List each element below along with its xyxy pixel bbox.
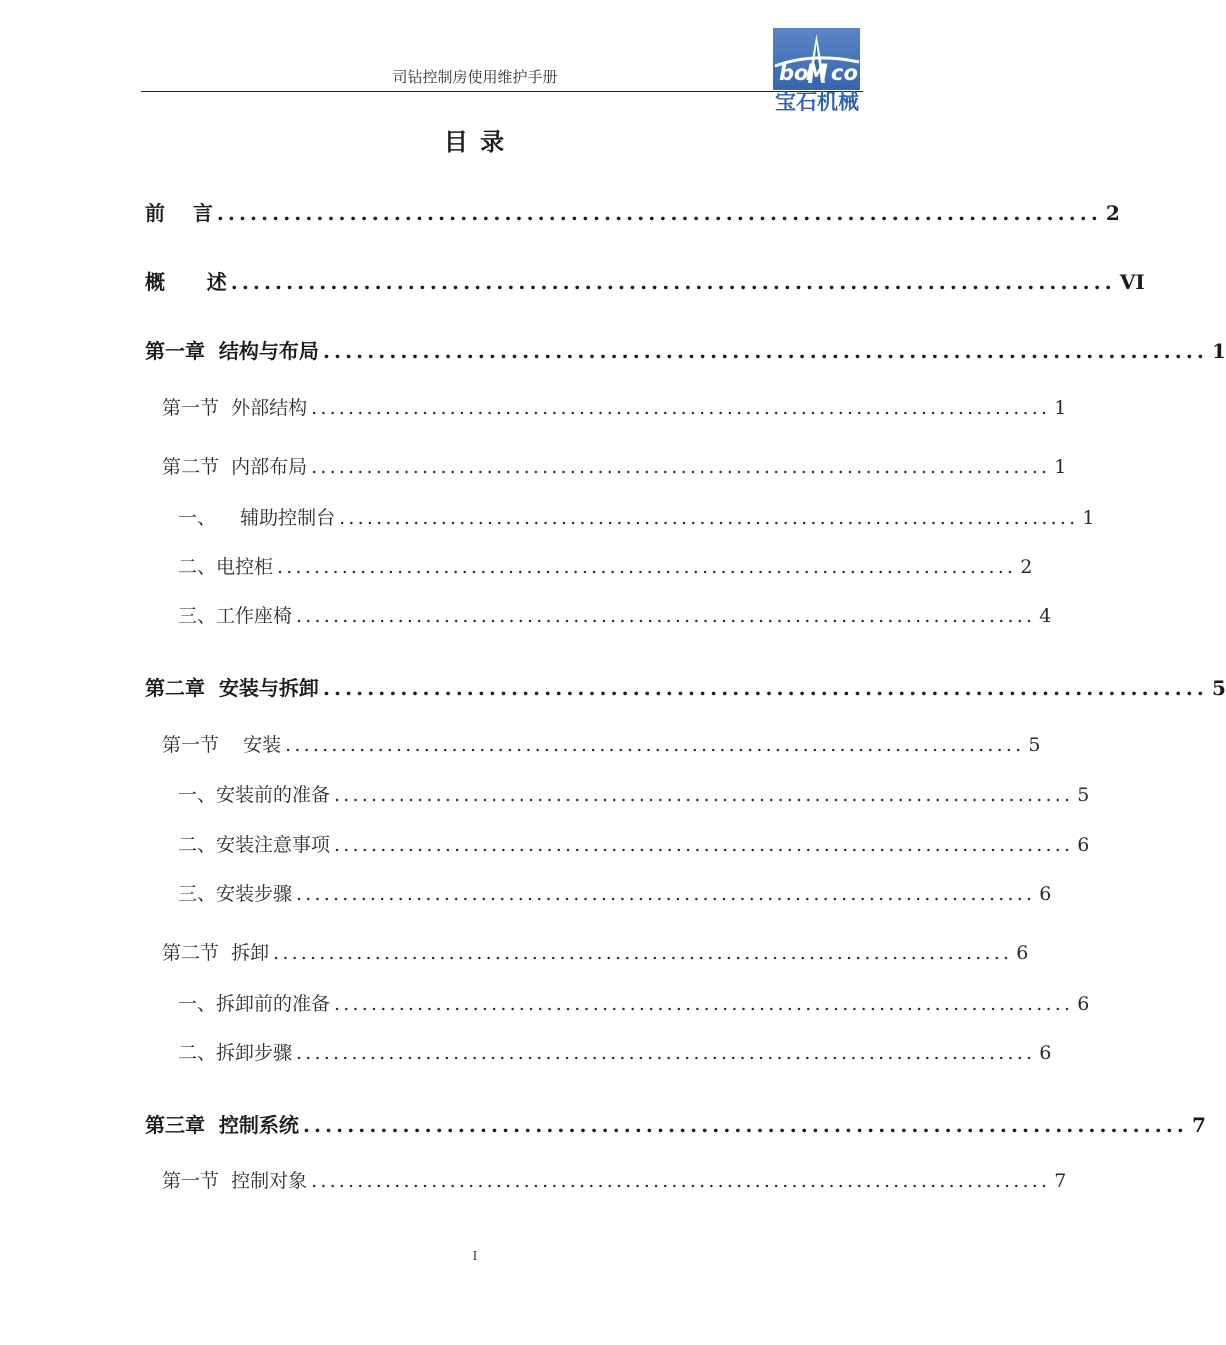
dot-leader: ................................................................................ xyxy=(296,1042,1036,1064)
toc-entry-label: 第三章 控制系统 xyxy=(145,1113,299,1137)
dot-leader: ................................................................................ xyxy=(277,556,1017,578)
dot-leader: ................................................................................ xyxy=(296,605,1036,627)
toc-entry-page: 6 xyxy=(1039,883,1052,905)
toc-entry-label: 二、拆卸步骤 xyxy=(178,1042,293,1064)
logo-emblem xyxy=(773,28,860,90)
toc-entry[interactable] xyxy=(178,879,1052,906)
company-logo xyxy=(770,27,862,117)
toc-entry[interactable] xyxy=(145,335,1226,364)
toc-entry-label: 第一节 外部结构 xyxy=(162,397,308,419)
toc-entry-page: 2 xyxy=(1020,556,1033,578)
toc-entry-page: 1 xyxy=(1211,339,1226,363)
toc-entry-page: 6 xyxy=(1016,942,1029,964)
dot-leader: ................................................................................ xyxy=(334,834,1074,856)
dot-leader: ................................................................................ xyxy=(311,456,1051,478)
toc-entry-label: 第二章 安装与拆卸 xyxy=(145,676,319,700)
toc-entry[interactable] xyxy=(178,989,1090,1016)
toc-entry[interactable] xyxy=(178,1038,1052,1065)
toc-entry-label: 第二节 拆卸 xyxy=(162,942,270,964)
toc-entry-page: 5 xyxy=(1077,784,1090,806)
toc-entry[interactable] xyxy=(178,552,1033,579)
toc-entry[interactable] xyxy=(145,1109,1206,1138)
toc-entry-label: 一、拆卸前的准备 xyxy=(178,993,331,1015)
toc-entry-page: 7 xyxy=(1191,1113,1206,1137)
dot-leader: ................................................................................ xyxy=(296,883,1036,905)
toc-entry-label: 三、安装步骤 xyxy=(178,883,293,905)
toc-entry[interactable] xyxy=(145,672,1226,701)
toc-entry[interactable] xyxy=(162,452,1067,479)
toc-entry[interactable] xyxy=(178,780,1090,807)
toc-entry-label: 第二节 内部布局 xyxy=(162,456,308,478)
toc-entry[interactable] xyxy=(178,601,1052,628)
toc-entry-page: 1 xyxy=(1054,456,1067,478)
dot-leader: ................................................................................ xyxy=(334,993,1074,1015)
toc-entry-label: 前 言 xyxy=(145,201,213,225)
dot-leader: ................................................................................ xyxy=(302,1113,1188,1137)
toc-entry[interactable] xyxy=(162,938,1029,965)
dot-leader: ................................................................................ xyxy=(311,397,1051,419)
toc-title: 目 录 xyxy=(443,127,507,156)
toc-entry[interactable] xyxy=(162,393,1067,420)
dot-leader: ................................................................................ xyxy=(339,507,1079,529)
toc-entry-page: 6 xyxy=(1039,1042,1052,1064)
dot-leader: ................................................................................ xyxy=(322,676,1208,700)
logo-emblem-graphic xyxy=(773,28,860,90)
toc-entry-page: 7 xyxy=(1054,1170,1067,1192)
toc-entry-page: 6 xyxy=(1077,993,1090,1015)
toc-entry[interactable] xyxy=(145,266,1145,295)
toc-entry-label: 一、安装前的准备 xyxy=(178,784,331,806)
dot-leader: ................................................................................ xyxy=(285,734,1025,756)
dot-leader: ................................................................................ xyxy=(322,339,1208,363)
toc-entry-label: 第一节 安装 xyxy=(162,734,282,756)
page-number: I xyxy=(472,1249,478,1263)
toc-entry-label: 第一章 结构与布局 xyxy=(145,339,319,363)
toc-entry-label: 第一节 控制对象 xyxy=(162,1170,308,1192)
toc-entry-page: 1 xyxy=(1082,507,1095,529)
toc-entry-page: 5 xyxy=(1028,734,1041,756)
dot-leader: ................................................................................ xyxy=(216,201,1102,225)
header-rule xyxy=(141,91,863,92)
toc-entry[interactable] xyxy=(145,197,1120,226)
logo-mark-middle: M xyxy=(806,61,828,86)
toc-entry-page: 2 xyxy=(1105,201,1120,225)
toc-entry[interactable] xyxy=(162,730,1041,757)
toc-entry-label: 概 述 xyxy=(145,270,227,294)
toc-entry-label: 二、电控柜 xyxy=(178,556,274,578)
logo-mark-right: co xyxy=(831,61,858,85)
toc-entry-page: 4 xyxy=(1039,605,1052,627)
toc-entry-label: 二、安装注意事项 xyxy=(178,834,331,856)
toc-entry-label: 一、 辅助控制台 xyxy=(178,507,336,529)
dot-leader: ................................................................................ xyxy=(311,1170,1051,1192)
logo-mark-left: bo xyxy=(779,61,809,85)
toc-entry[interactable] xyxy=(178,830,1090,857)
toc-entry-page: 5 xyxy=(1211,676,1226,700)
toc-entry-page: VI xyxy=(1119,270,1145,294)
toc-entry[interactable] xyxy=(162,1166,1067,1193)
running-header-title: 司钻控制房使用维护手册 xyxy=(392,68,558,86)
logo-wordmark: 宝石机械 xyxy=(775,90,859,114)
toc-entry[interactable] xyxy=(178,503,1095,530)
dot-leader: ................................................................................ xyxy=(334,784,1074,806)
toc-entry-label: 三、工作座椅 xyxy=(178,605,293,627)
dot-leader: ................................................................................ xyxy=(230,270,1116,294)
toc-entry-page: 6 xyxy=(1077,834,1090,856)
toc-entry-page: 1 xyxy=(1054,397,1067,419)
dot-leader: ................................................................................ xyxy=(273,942,1013,964)
